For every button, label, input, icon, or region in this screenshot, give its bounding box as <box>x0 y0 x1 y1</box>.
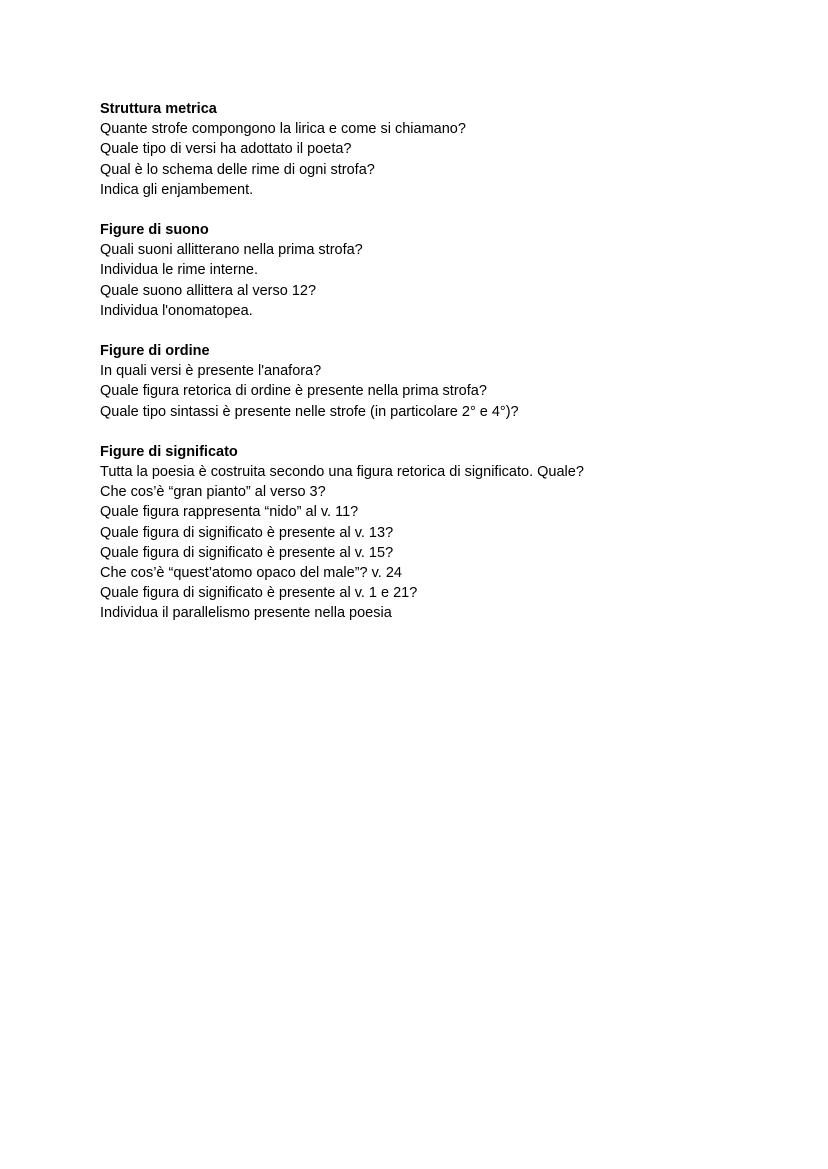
question-list <box>100 361 800 422</box>
question-item: Individua l'onomatopea. <box>100 302 253 319</box>
question-item: Quali suoni allitterano nella prima strofa? <box>100 242 363 259</box>
document-page <box>100 99 800 644</box>
section-struttura-metrica <box>100 99 800 200</box>
section-title: Struttura metrica <box>100 101 217 117</box>
question-item: Quale figura di significato è presente al v. 13? <box>100 524 394 541</box>
question-item: Individua il parallelismo presente nella poesia <box>100 605 392 622</box>
question-item: Quale figura retorica di ordine è presente nella prima strofa? <box>100 383 487 400</box>
question-item: Quante strofe compongono la lirica e come si chiamano? <box>100 121 466 138</box>
question-list <box>100 119 800 200</box>
section-title: Figure di ordine <box>100 343 210 360</box>
question-item: Quale tipo sintassi è presente nelle strofe (in particolare 2° e 4°)? <box>100 403 519 420</box>
question-item: Tutta la poesia è costruita secondo una figura retorica di significato. Quale? <box>100 464 584 481</box>
section-title: Figure di suono <box>100 222 209 239</box>
question-item: In quali versi è presente l'anafora? <box>100 363 322 380</box>
question-item: Quale figura rappresenta “nido” al v. 11? <box>100 504 359 521</box>
question-item: Quale figura di significato è presente al v. 1 e 21? <box>100 585 418 602</box>
section-title: Figure di significato <box>100 443 238 460</box>
section-figure-di-significato <box>100 442 800 624</box>
question-item: Individua le rime interne. <box>100 262 258 279</box>
question-item: Indica gli enjambement. <box>100 181 254 198</box>
question-item: Quale figura di significato è presente al v. 15? <box>100 544 394 561</box>
question-list <box>100 462 800 624</box>
question-item: Qual è lo schema delle rime di ogni strofa? <box>100 161 375 178</box>
question-list <box>100 240 800 321</box>
question-item: Che cos’è “quest’atomo opaco del male”? v. 24 <box>100 565 402 582</box>
question-item: Che cos’è “gran pianto” al verso 3? <box>100 484 326 501</box>
question-item: Quale suono allittera al verso 12? <box>100 282 317 299</box>
question-item: Quale tipo di versi ha adottato il poeta? <box>100 141 352 158</box>
section-figure-di-ordine <box>100 341 800 422</box>
section-figure-di-suono <box>100 220 800 321</box>
